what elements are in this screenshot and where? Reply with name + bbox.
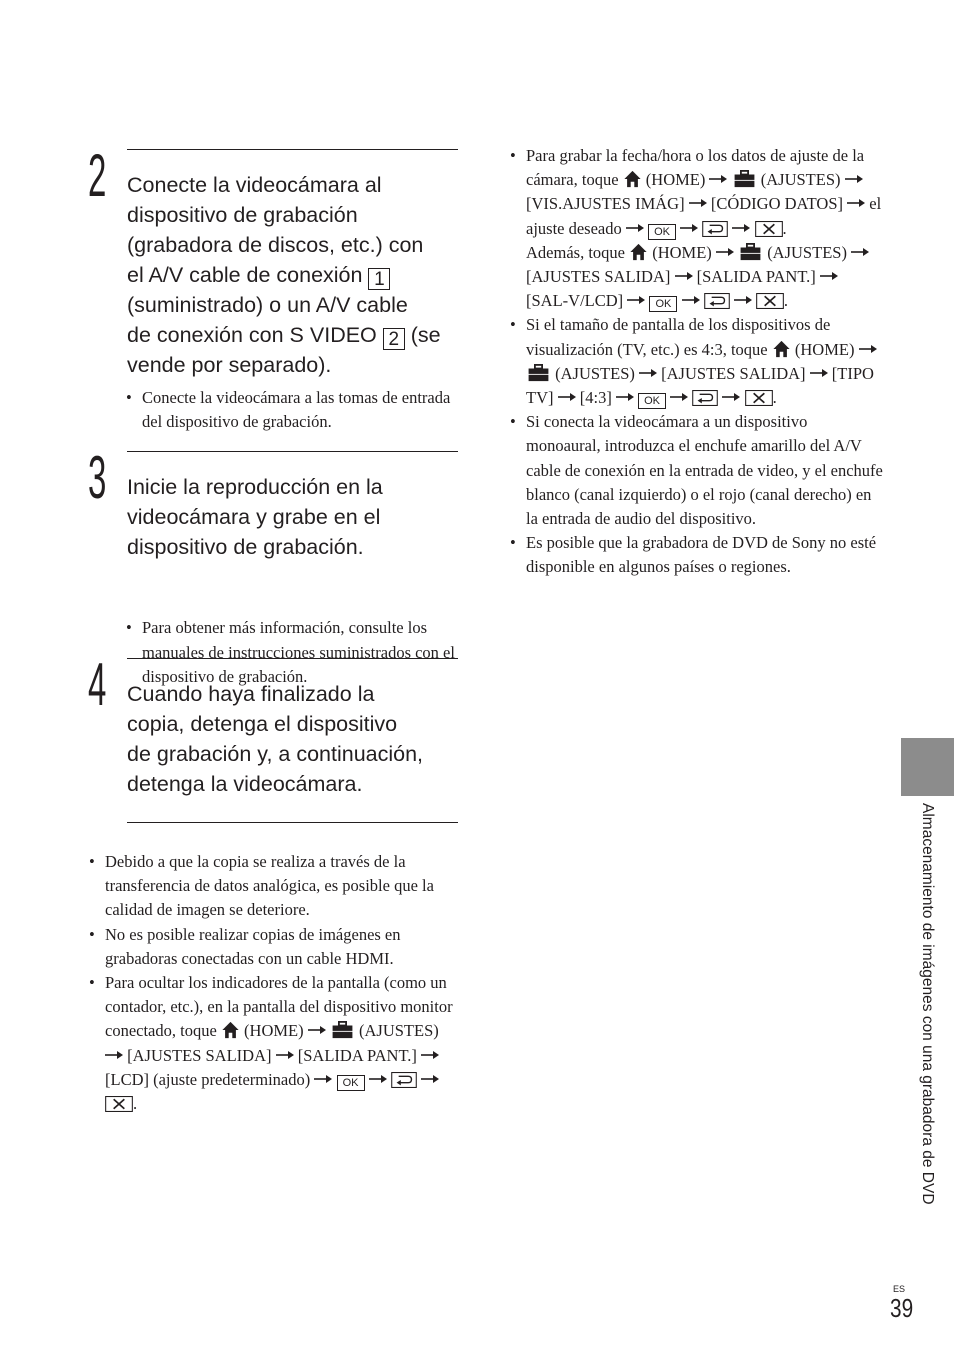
step4-line1: Cuando haya finalizado la [127,682,375,706]
ok-button[interactable]: OK [638,393,666,409]
ok-button[interactable]: OK [648,224,676,240]
right-arrow-icon [716,248,734,256]
right-arrow-icon [626,224,644,232]
step2-line5: (suministrado) o un A/V cable [127,293,408,317]
right-arrow-icon [734,296,752,304]
right-arrow-icon [682,296,700,304]
home-icon [629,243,648,261]
step2-line2: dispositivo de grabación [127,203,358,227]
step3-number: 3 [88,444,107,511]
step3-title [127,472,457,562]
home-icon [772,340,791,358]
step4-line4: detenga la videocámara. [127,772,363,796]
step2-line3: (grabadora de discos, etc.) con [127,233,424,257]
right-notes [510,144,884,580]
right-arrow-icon [810,369,828,377]
note-hide-indicators: • Para ocultar los indicadores de la pantalla (como un contador, etc.), en la pantalla del dispositivo monitor conectado, toque (HOME) (AJUSTES) [AJUSTES SALIDA] [SALIDA PANT.] [LCD] (ajuste predeterminado) OK . [89,971,455,1116]
step4-number: 4 [88,651,107,718]
right-arrow-icon [847,199,865,207]
callout-1-badge: 1 [368,268,390,290]
right-arrow-icon [627,296,645,304]
step3-rule [127,451,458,452]
right-arrow-icon [859,345,877,353]
right-arrow-icon [680,224,698,232]
toolbox-icon [330,1021,355,1039]
right-arrow-icon [421,1051,439,1059]
note-record-date-extra: Además, toque (HOME) (AJUSTES) [AJUSTES SALIDA] [SALIDA PANT.] [SAL-V/LCD] OK . [526,241,884,314]
callout-2-badge: 2 [383,328,405,350]
note-record-date: • Para grabar la fecha/hora o los datos de ajuste de la cámara, toque (HOME) (AJUSTES) [VIS.AJUSTES IMÁG] [CÓDIGO DATOS] el ajuste deseado OK . Además, toque (HOME) (AJUSTES) [AJUSTES SALIDA] [SALIDA PANT.] [SAL-V/LCD] OK . [510,144,884,313]
right-arrow-icon [722,393,740,401]
step2-line6: de conexión con S VIDEO [127,323,377,347]
close-x-icon[interactable] [756,293,784,309]
home-icon [221,1021,240,1039]
close-x-icon[interactable] [745,390,773,406]
section-label: Almacenamiento de imágenes con una grabadora de DVD [919,803,936,1205]
right-arrow-icon [276,1051,294,1059]
right-arrow-icon [314,1075,332,1083]
step2-line7: vende por separado). [127,353,332,377]
note-hdmi: • No es posible realizar copias de imágenes en grabadoras conectadas con un cable HDMI. [89,923,455,971]
right-arrow-icon [851,248,869,256]
right-arrow-icon [558,393,576,401]
home-icon [623,170,642,188]
right-arrow-icon [845,175,863,183]
ok-button[interactable]: OK [649,296,677,312]
language-code: ES [893,1284,906,1294]
right-arrow-icon [675,272,693,280]
note-analog-quality: • Debido a que la copia se realiza a través de la transferencia de datos analógica, es posible que la calidad de imagen se deteriore. [89,850,455,923]
step2-line1: Conecte la videocámara al [127,173,382,197]
return-icon[interactable] [704,293,730,309]
note-tv-type: • Si el tamaño de pantalla de los dispositivos de visualización (TV, etc.) es 4:3, toque (HOME) (AJUSTES) [AJUSTES SALIDA] [TIPO TV] [4:3] OK . [510,313,884,410]
step3-line3: dispositivo de grabación. [127,535,364,559]
return-icon[interactable] [391,1072,417,1088]
step3-line2: videocámara y grabe en el [127,505,381,529]
step3-bullet: • Para obtener más información, consulte los manuales de instrucciones suministrados con el dispositivo de grabación. [126,616,476,689]
page-number: 39 [890,1293,914,1323]
right-arrow-icon [105,1051,123,1059]
right-arrow-icon [639,369,657,377]
step4-rule [127,658,458,659]
section-tab [901,738,954,796]
step3-line1: Inicie la reproducción en la [127,475,383,499]
step2-line6-end: (se [410,323,441,347]
close-x-icon[interactable] [105,1096,133,1112]
toolbox-icon [738,243,763,261]
step4-line2: copia, detenga el dispositivo [127,712,398,736]
note-sony-dvd: • Es posible que la grabadora de DVD de Sony no esté disponible en algunos países o regiones. [510,531,884,579]
toolbox-icon [526,364,551,382]
right-arrow-icon [421,1075,439,1083]
return-icon[interactable] [692,390,718,406]
right-arrow-icon [670,393,688,401]
step2-number: 2 [88,142,107,209]
right-arrow-icon [689,199,707,207]
return-icon[interactable] [702,221,728,237]
step4-title [127,679,457,799]
step2-line4: el A/V cable de conexión [127,263,363,287]
step4-end-rule [127,822,458,823]
right-arrow-icon [732,224,750,232]
right-arrow-icon [616,393,634,401]
right-arrow-icon [709,175,727,183]
step2-bullet: • Conecte la videocámara a las tomas de entrada del dispositivo de grabación. [126,386,462,434]
toolbox-icon [732,170,757,188]
close-x-icon[interactable] [755,221,783,237]
step2-title [127,170,457,380]
left-notes [89,850,455,1116]
ok-button[interactable]: OK [337,1075,365,1091]
note-mono-audio: • Si conecta la videocámara a un dispositivo monoaural, introduzca el enchufe amarillo del A/V cable de conexión en la entrada de video, y el enchufe blanco (canal izquierdo) o el rojo (canal derecho) en la entrada de audio del dispositivo. [510,410,884,531]
step2-rule [127,149,458,150]
right-arrow-icon [308,1026,326,1034]
right-arrow-icon [369,1075,387,1083]
right-arrow-icon [820,272,838,280]
step4-line3: de grabación y, a continuación, [127,742,424,766]
